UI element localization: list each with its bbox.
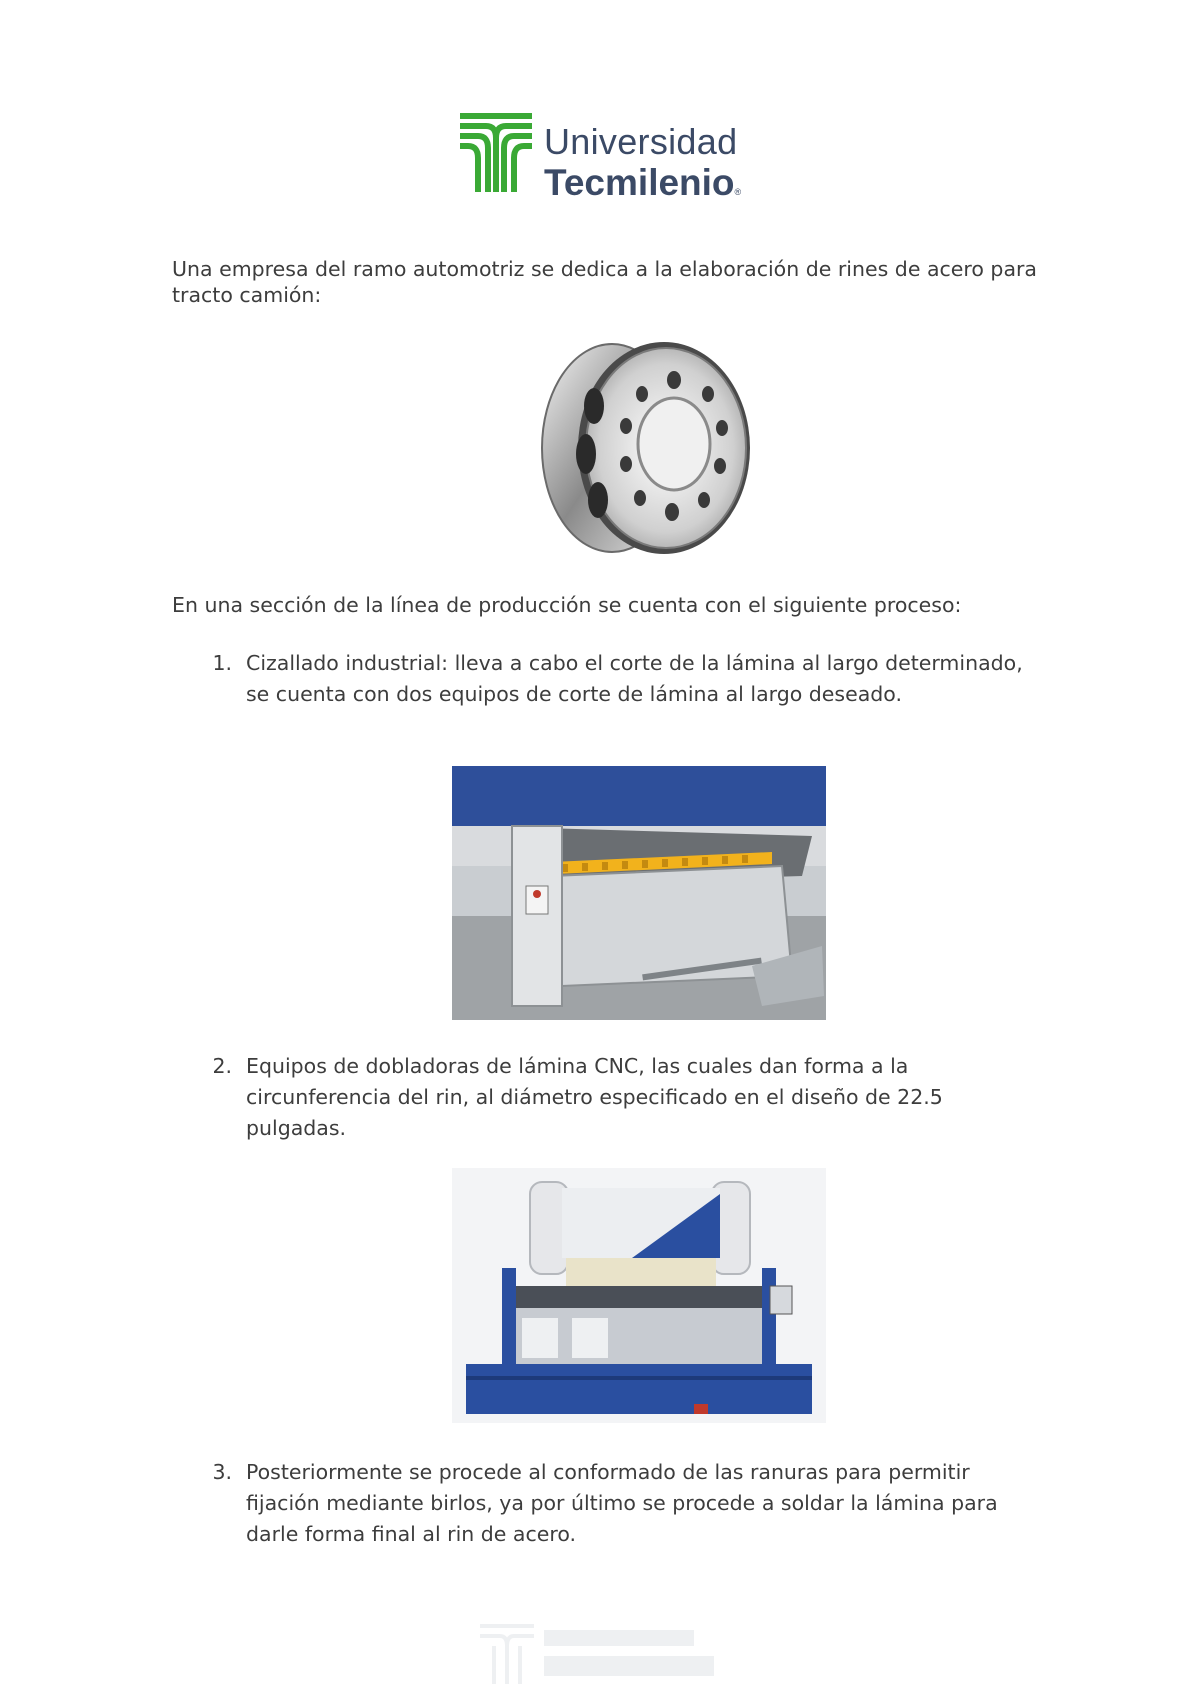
step-number: 1. [212,651,232,675]
registered-mark: ® [734,187,742,197]
step-number: 3. [212,1460,232,1484]
steel-wheel-image [494,336,790,560]
step-text: Equipos de dobladoras de lámina CNC, las cuales dan forma a la circunferencia del rin, al diámetro especificado en el diseño de 22.5 pulgadas. [246,1054,943,1140]
logo-line-tecmilenio [544,164,741,201]
step-text: Posteriormente se procede al conformado de las ranuras para permitir fijación mediante birlos, ya por último se procede a soldar la lámina para darle forma final al rin de acero. [246,1460,998,1546]
university-logo [456,112,756,202]
logo-line-universidad: Universidad [544,121,738,162]
industrial-shear-image [452,766,826,1020]
cnc-press-brake-image [452,1168,826,1423]
step-number: 2. [212,1054,232,1078]
intro-paragraph: Una empresa del ramo automotriz se dedica a la elaboración de rines de acero para tracto camión: [172,257,1037,307]
footer-watermark-logo [478,1622,738,1686]
tecmilenio-emblem-icon [456,112,536,196]
logo-tecmilenio-text: Tecmilenio [544,162,735,203]
step-text: Cizallado industrial: lleva a cabo el corte de la lámina al largo determinado, se cuenta con dos equipos de corte de lámina al largo deseado. [246,651,1023,706]
process-intro-paragraph: En una sección de la línea de producción se cuenta con el siguiente proceso: [172,593,962,617]
logo-wordmark [544,112,741,201]
